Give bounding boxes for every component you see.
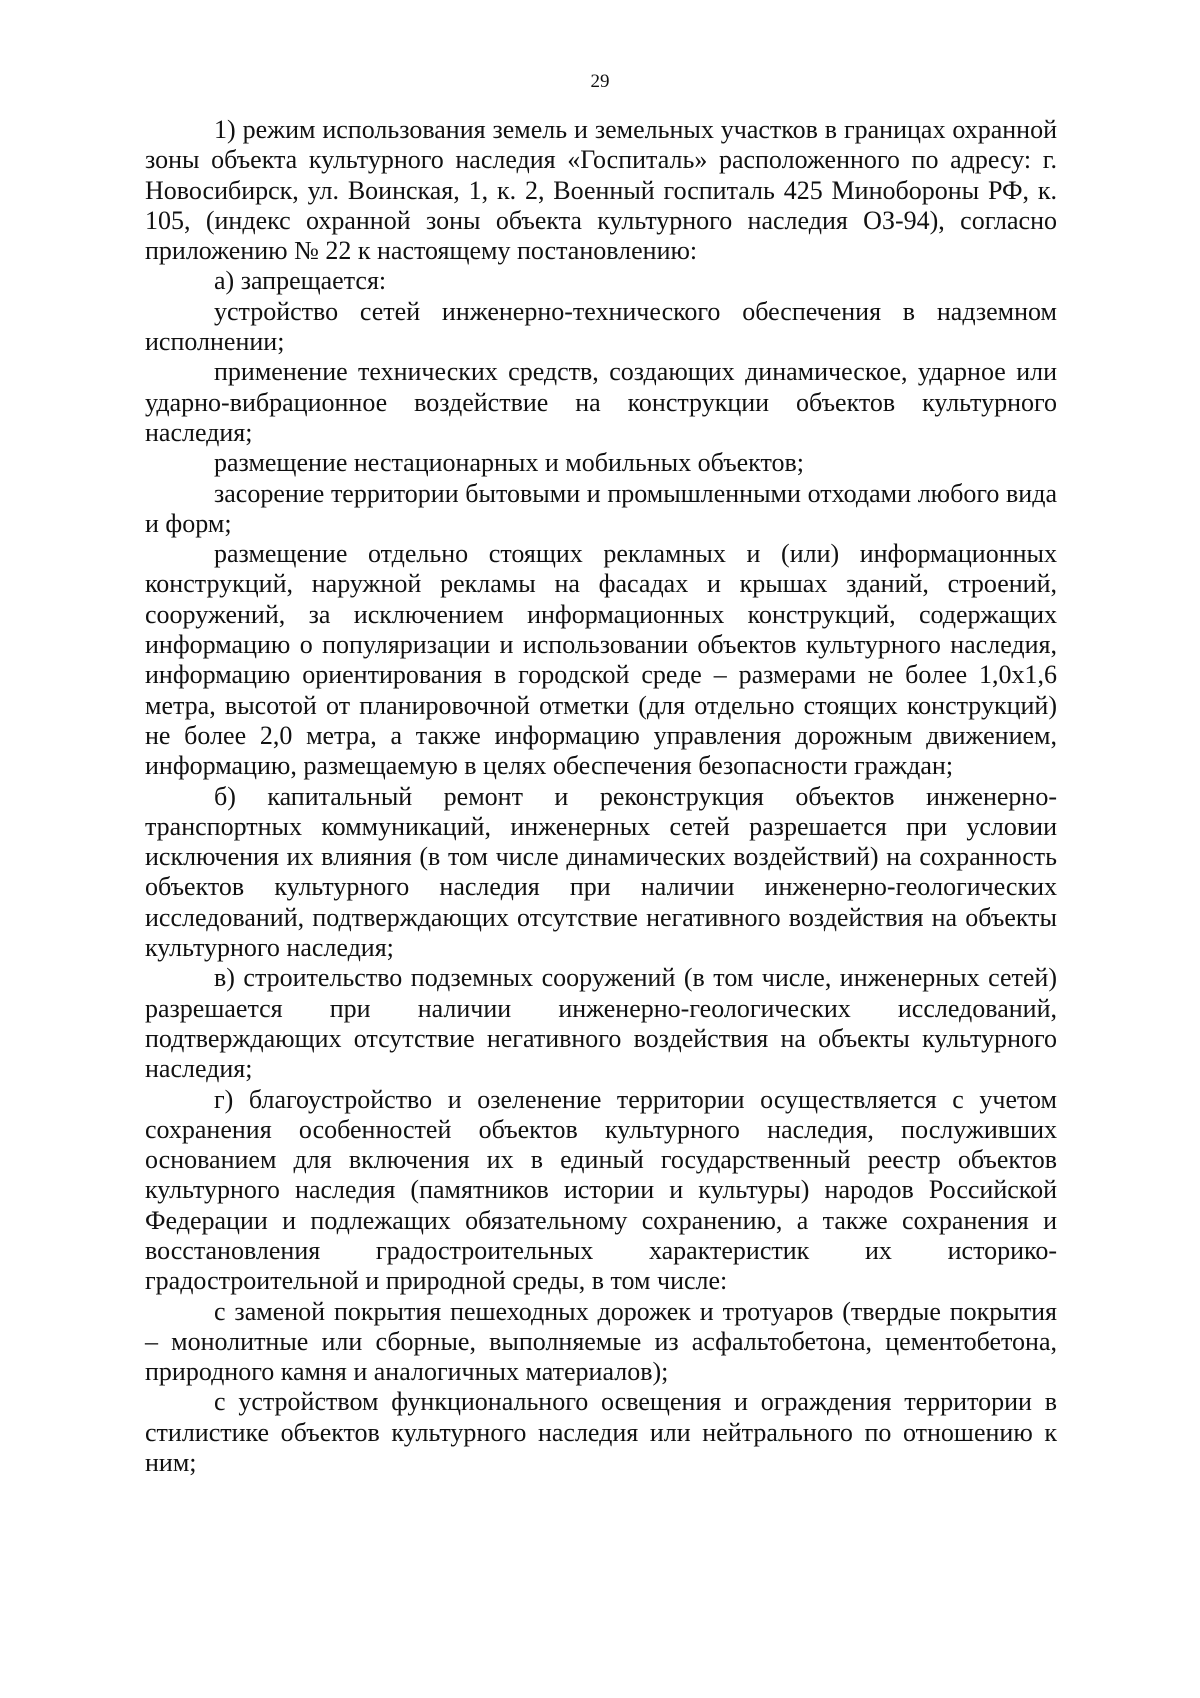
paragraph-land-use-regime: 1) режим использования земель и земельных участков в границах охранной зоны объекта культурного наследия «Госпиталь» расположенного по адресу: г. Новосибирск, ул. Воинская, 1, к. 2, Военный госпиталь 425 Минобороны РФ, к. 105, (индекс охранной зоны объекта культурного наследия ОЗ-94), согласно приложению № 22 к настоящему постановлению:: [145, 115, 1057, 266]
page-number: 29: [590, 71, 610, 92]
paragraph-dynamic-impact: применение технических средств, создающих динамическое, ударное или ударно-вибрационное воздействие на конструкции объектов культурного наследия;: [145, 357, 1057, 447]
paragraph-engineering-repair: б) капитальный ремонт и реконструкция объектов инженерно-транспортных коммуникаций, инженерных сетей разрешается при условии исключения их влияния (в том числе динамических воздействий) на сохранность объектов культурного наследия при наличии инженерно-геологических исследований, подтверждающих отсутствие негативного воздействия на объекты культурного наследия;: [145, 781, 1057, 963]
paragraph-overhead-networks: устройство сетей инженерно-технического обеспечения в надземном исполнении;: [145, 296, 1057, 357]
paragraph-prohibited-heading: а) запрещается:: [214, 266, 387, 296]
paragraph-lighting-fencing: с устройством функционального освещения и ограждения территории в стилистике объектов культурного наследия или нейтрального по отношению к ним;: [145, 1387, 1057, 1478]
paragraph-mobile-objects: размещение нестационарных и мобильных объектов;: [214, 448, 804, 478]
paragraph-waste: засорение территории бытовыми и промышленными отходами любого вида и форм;: [145, 478, 1057, 538]
document-body: [145, 115, 1057, 1478]
paragraph-landscaping: г) благоустройство и озеленение территории осуществляется с учетом сохранения особенностей объектов культурного наследия, послуживших основанием для включения их в единый государственный реестр объектов культурного наследия (памятников истории и культуры) народов Российской Федерации и подлежащих обязательному сохранению, а также сохранения и восстановления градостроительных характеристик их историко-градостроительной и природной среды, в том числе:: [145, 1084, 1057, 1296]
paragraph-pavement: с заменой покрытия пешеходных дорожек и тротуаров (твердые покрытия – монолитные или сборные, выполняемые из асфальтобетона, цементобетона, природного камня и аналогичных материалов);: [145, 1296, 1057, 1387]
paragraph-advertising: размещение отдельно стоящих рекламных и (или) информационных конструкций, наружной рекламы на фасадах и крышах зданий, строений, сооружений, за исключением информационных конструкций, содержащих информацию о популяризации и использовании объектов культурного наследия, информацию ориентирования в городской среде – размерами не более 1,0х1,6 метра, высотой от планировочной отметки (для отдельно стоящих конструкций) не более 2,0 метра, а также информацию управления дорожным движением, информацию, размещаемую в целях обеспечения безопасности граждан;: [145, 539, 1057, 781]
paragraph-underground-construction: в) строительство подземных сооружений (в том числе, инженерных сетей) разрешается при наличии инженерно-геологических исследований, подтверждающих отсутствие негативного воздействия на объекты культурного наследия;: [145, 963, 1057, 1084]
